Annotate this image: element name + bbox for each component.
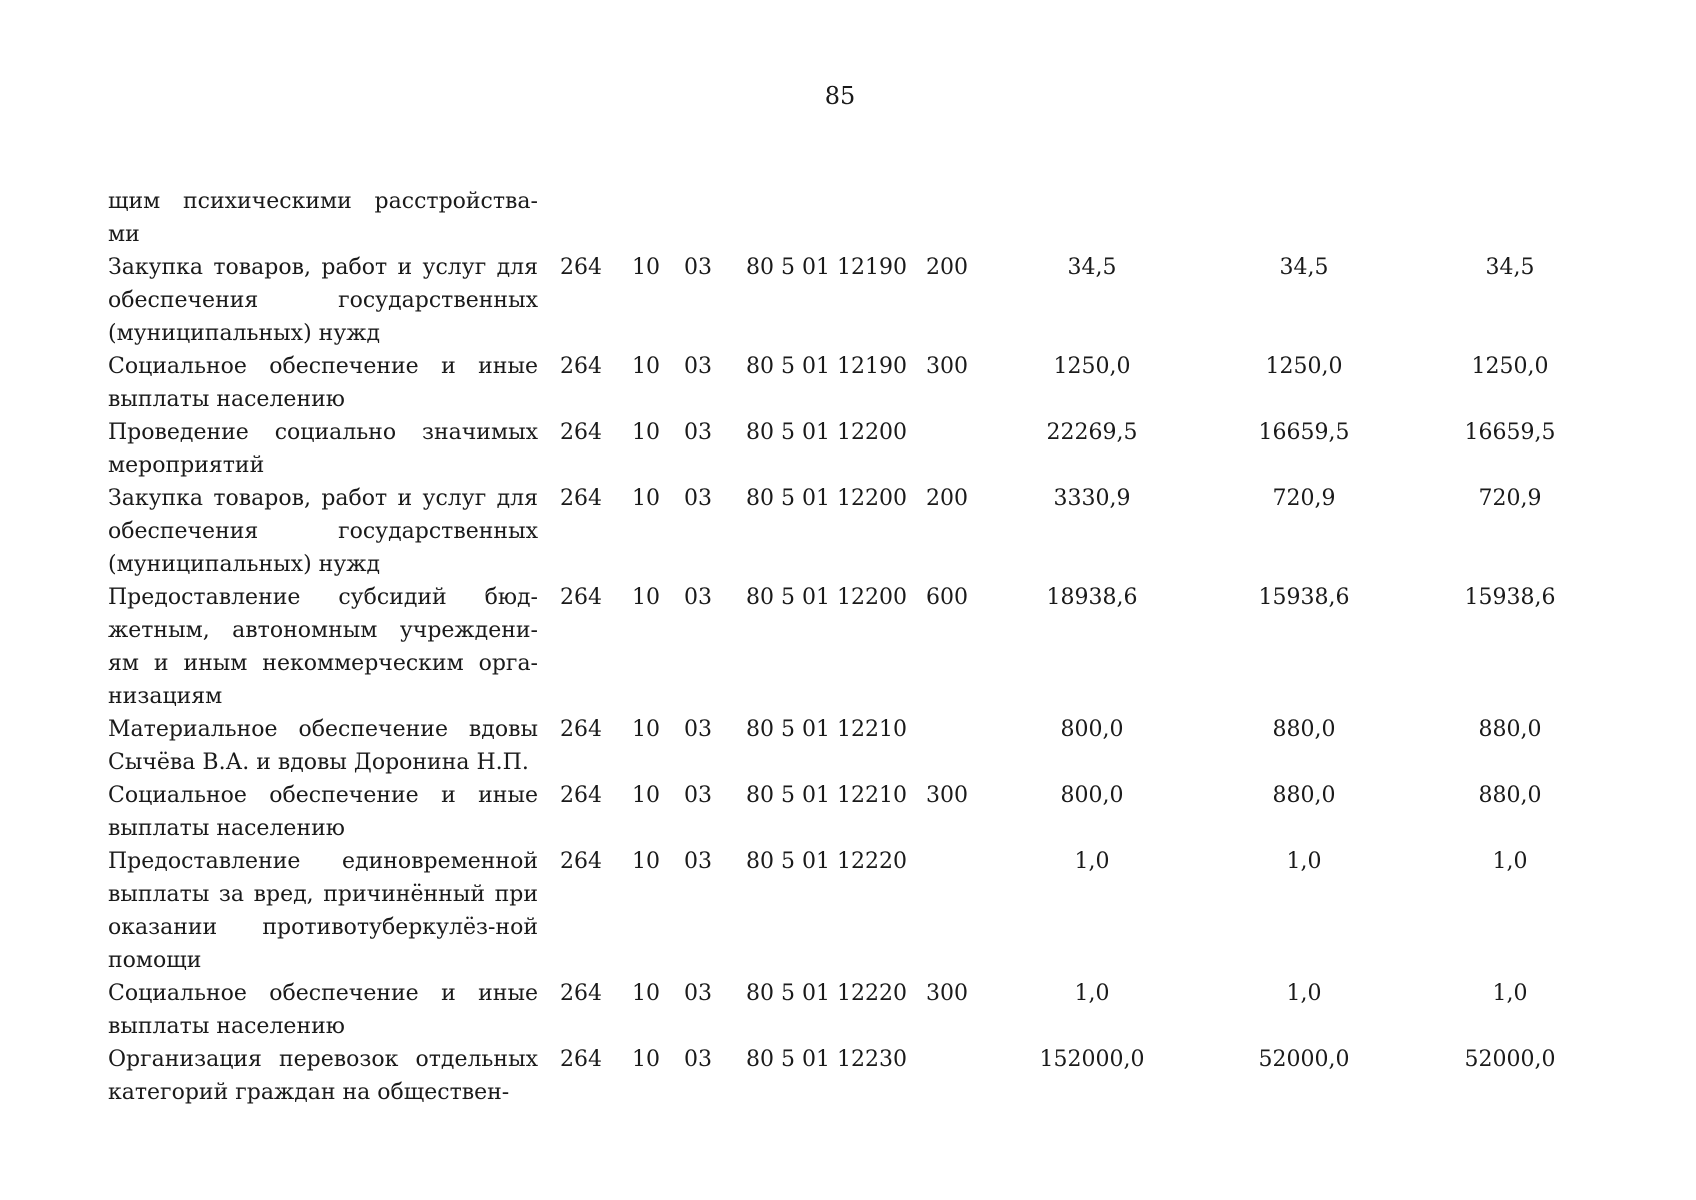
- ved-code-cell: 264: [560, 255, 602, 280]
- amount-year-1-cell: 152000,0: [1039, 1047, 1145, 1072]
- row-name-cell: Социальное обеспечение и иные выплаты населению: [108, 354, 538, 412]
- expense-type-cell: 600: [926, 585, 968, 610]
- amount-year-2-cell: 880,0: [1272, 783, 1336, 808]
- amount-year-3-cell: 16659,5: [1464, 420, 1556, 445]
- amount-year-1-cell: 1,0: [1074, 981, 1110, 1006]
- row-name-cell: Социальное обеспечение и иные выплаты населению: [108, 981, 538, 1039]
- ved-code-cell: 264: [560, 1047, 602, 1072]
- ved-code-cell: [548, 185, 632, 251]
- page-number: 85: [824, 82, 856, 110]
- expense-type-cell: [926, 185, 986, 251]
- ved-code-cell: 264: [560, 717, 602, 742]
- ved-code-cell: 264: [560, 981, 602, 1006]
- subsection-code-cell: 03: [684, 420, 712, 445]
- amount-year-2-cell: 34,5: [1279, 255, 1329, 280]
- target-article-cell: 80 5 01 12200: [746, 420, 907, 445]
- ved-code-cell: 264: [560, 849, 602, 874]
- target-article-cell: 80 5 01 12200: [746, 585, 907, 610]
- amount-year-3-cell: 34,5: [1485, 255, 1535, 280]
- amount-year-2-cell: 16659,5: [1258, 420, 1350, 445]
- table-body: [108, 185, 1610, 1109]
- amount-year-1-cell: 1250,0: [1053, 354, 1131, 379]
- amount-year-2-cell: 52000,0: [1258, 1047, 1350, 1072]
- amount-year-3-cell: 880,0: [1478, 783, 1542, 808]
- table-row: [108, 482, 1610, 581]
- amount-year-3-cell: 720,9: [1478, 486, 1542, 511]
- amount-year-2-cell: 1250,0: [1265, 354, 1343, 379]
- budget-table: [108, 185, 1610, 1109]
- amount-year-1-cell: 22269,5: [1046, 420, 1138, 445]
- expense-type-cell: [926, 713, 986, 779]
- subsection-code-cell: 03: [684, 981, 712, 1006]
- target-article-cell: [746, 185, 926, 251]
- amount-year-1-cell: 18938,6: [1046, 585, 1138, 610]
- row-name-cell: Социальное обеспечение и иные выплаты населению: [108, 783, 538, 841]
- amount-year-1-cell: [986, 185, 1198, 251]
- amount-year-1-cell: 800,0: [1060, 783, 1124, 808]
- amount-year-2-cell: 15938,6: [1258, 585, 1350, 610]
- table-row: [108, 185, 1610, 251]
- target-article-cell: 80 5 01 12200: [746, 486, 907, 511]
- amount-year-2-cell: 1,0: [1286, 981, 1322, 1006]
- table-row: [108, 350, 1610, 416]
- section-code-cell: 10: [632, 981, 660, 1006]
- section-code-cell: 10: [632, 486, 660, 511]
- row-name-cell: Организация перевозок отдельных категорий граждан на обществен-: [108, 1047, 538, 1105]
- amount-year-1-cell: 1,0: [1074, 849, 1110, 874]
- table-row: [108, 845, 1610, 977]
- row-name-cell: Закупка товаров, работ и услуг для обеспечения государственных (муниципальных) нужд: [108, 486, 538, 577]
- section-code-cell: 10: [632, 585, 660, 610]
- table-row: [108, 581, 1610, 713]
- expense-type-cell: [926, 845, 986, 977]
- amount-year-2-cell: 880,0: [1272, 717, 1336, 742]
- expense-type-cell: 300: [926, 354, 968, 379]
- amount-year-1-cell: 3330,9: [1053, 486, 1131, 511]
- ved-code-cell: 264: [560, 354, 602, 379]
- table-row: [108, 713, 1610, 779]
- subsection-code-cell: 03: [684, 783, 712, 808]
- table-row: [108, 251, 1610, 350]
- amount-year-3-cell: [1410, 185, 1610, 251]
- expense-type-cell: [926, 416, 986, 482]
- amount-year-3-cell: 880,0: [1478, 717, 1542, 742]
- subsection-code-cell: 03: [684, 585, 712, 610]
- section-code-cell: 10: [632, 717, 660, 742]
- section-code-cell: 10: [632, 783, 660, 808]
- amount-year-2-cell: 1,0: [1286, 849, 1322, 874]
- section-code-cell: 10: [632, 1047, 660, 1072]
- subsection-code-cell: 03: [684, 354, 712, 379]
- amount-year-3-cell: 1250,0: [1471, 354, 1549, 379]
- section-code-cell: [632, 185, 684, 251]
- target-article-cell: 80 5 01 12190: [746, 354, 907, 379]
- ved-code-cell: 264: [560, 486, 602, 511]
- amount-year-2-cell: 720,9: [1272, 486, 1336, 511]
- table-row: [108, 1043, 1610, 1109]
- ved-code-cell: 264: [560, 783, 602, 808]
- expense-type-cell: 300: [926, 783, 968, 808]
- amount-year-2-cell: [1198, 185, 1410, 251]
- amount-year-1-cell: 34,5: [1067, 255, 1117, 280]
- subsection-code-cell: 03: [684, 1047, 712, 1072]
- target-article-cell: 80 5 01 12230: [746, 1047, 907, 1072]
- ved-code-cell: 264: [560, 585, 602, 610]
- target-article-cell: 80 5 01 12220: [746, 849, 907, 874]
- table-row: [108, 977, 1610, 1043]
- subsection-code-cell: [684, 185, 746, 251]
- ved-code-cell: 264: [560, 420, 602, 445]
- row-name-cell: Проведение социально значимых мероприятий: [108, 420, 538, 478]
- expense-type-cell: [926, 1043, 986, 1109]
- row-name-cell: Материальное обеспечение вдовы Сычёва В.А. и вдовы Доронина Н.П.: [108, 717, 538, 775]
- expense-type-cell: 200: [926, 486, 968, 511]
- row-name-cell: Предоставление единовременной выплаты за вред, причинённый при оказании противотуберкулёз-ной помощи: [108, 849, 538, 973]
- section-code-cell: 10: [632, 255, 660, 280]
- row-name-cell: Предоставление субсидий бюд-жетным, автономным учреждени-ям и иным некоммерческим орга-низациям: [108, 585, 538, 709]
- target-article-cell: 80 5 01 12210: [746, 717, 907, 742]
- table-row: [108, 779, 1610, 845]
- subsection-code-cell: 03: [684, 486, 712, 511]
- subsection-code-cell: 03: [684, 255, 712, 280]
- expense-type-cell: 300: [926, 981, 968, 1006]
- subsection-code-cell: 03: [684, 849, 712, 874]
- amount-year-1-cell: 800,0: [1060, 717, 1124, 742]
- target-article-cell: 80 5 01 12190: [746, 255, 907, 280]
- amount-year-3-cell: 1,0: [1492, 849, 1528, 874]
- amount-year-3-cell: 1,0: [1492, 981, 1528, 1006]
- target-article-cell: 80 5 01 12210: [746, 783, 907, 808]
- target-article-cell: 80 5 01 12220: [746, 981, 907, 1006]
- section-code-cell: 10: [632, 354, 660, 379]
- row-name-cell: щим психическими расстройства-ми: [108, 189, 538, 247]
- table-row: [108, 416, 1610, 482]
- amount-year-3-cell: 15938,6: [1464, 585, 1556, 610]
- section-code-cell: 10: [632, 420, 660, 445]
- expense-type-cell: 200: [926, 255, 968, 280]
- subsection-code-cell: 03: [684, 717, 712, 742]
- section-code-cell: 10: [632, 849, 660, 874]
- amount-year-3-cell: 52000,0: [1464, 1047, 1556, 1072]
- row-name-cell: Закупка товаров, работ и услуг для обеспечения государственных (муниципальных) нужд: [108, 255, 538, 346]
